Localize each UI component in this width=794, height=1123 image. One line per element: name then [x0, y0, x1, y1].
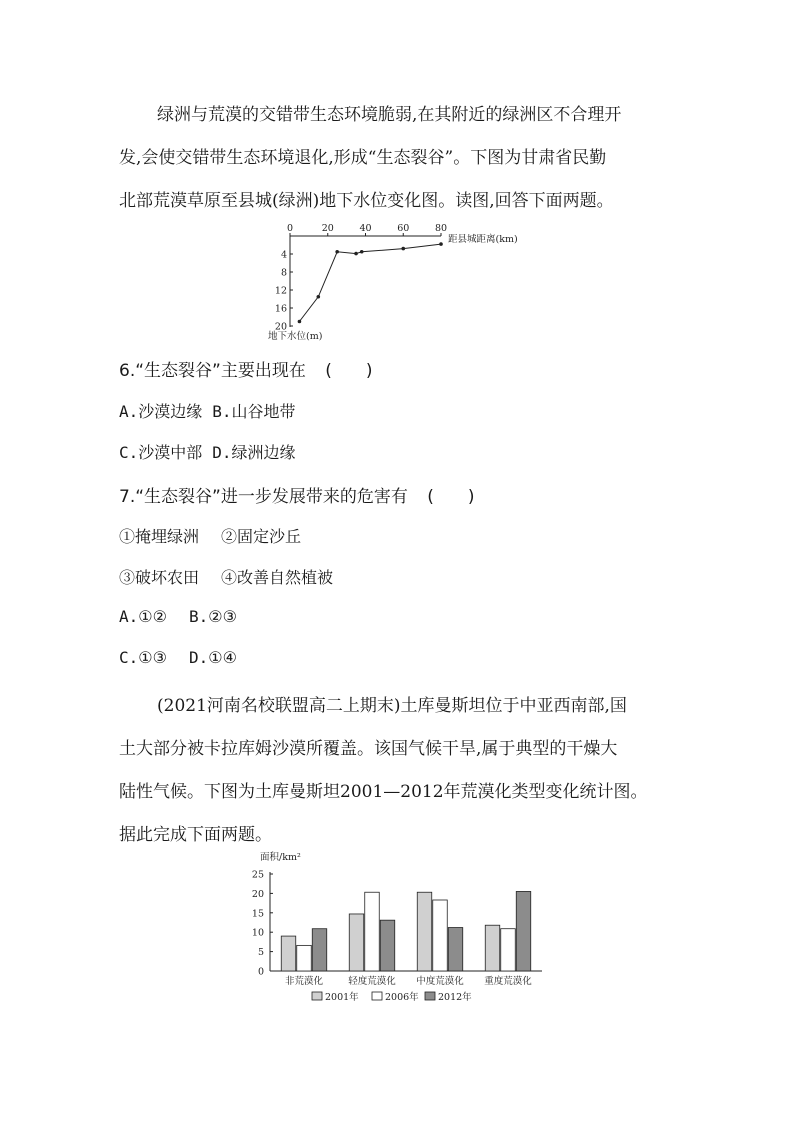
y-tick-label: 25 — [251, 869, 264, 881]
y-tick-label: 4 — [280, 249, 287, 261]
category-label: 非荒漠化 — [284, 976, 324, 987]
legend-label: 2006年 — [385, 992, 419, 1003]
bar-2-cat-4 — [501, 929, 516, 971]
desertification-bar-chart — [240, 848, 550, 1008]
question-7-items-row-2 — [119, 565, 333, 588]
data-point — [401, 247, 405, 251]
bar-2-cat-3 — [433, 900, 448, 971]
intro-paragraph-1 — [119, 94, 679, 223]
y-tick-label: 8 — [280, 267, 287, 279]
data-point — [335, 250, 339, 254]
x-tick-label: 20 — [321, 223, 334, 234]
intro-line: 陆性气候。下图为土库曼斯坦2001—2012年荒漠化类型变化统计图。 — [119, 782, 648, 802]
question-7-stem — [119, 482, 475, 507]
bar-1-cat-4 — [485, 925, 500, 971]
legend-swatch — [372, 992, 382, 1000]
bar-2-cat-1 — [297, 945, 312, 971]
y-tick-label: 12 — [274, 285, 287, 297]
question-6-stem — [119, 356, 373, 381]
item-1: ①掩埋绿洲 — [119, 527, 200, 546]
question-7-options-row-2 — [119, 648, 237, 667]
intro-paragraph-2 — [119, 685, 679, 857]
question-7-options-row-1 — [119, 607, 237, 626]
item-4: ④改善自然植被 — [221, 568, 334, 587]
option-c: C.沙漠中部 — [119, 443, 203, 462]
data-point — [298, 320, 302, 324]
data-point — [360, 250, 364, 254]
question-6-options-row-1 — [119, 399, 296, 422]
option-d: D.①④ — [188, 648, 237, 667]
data-point — [439, 242, 443, 246]
item-2: ②固定沙丘 — [221, 527, 302, 546]
x-axis-label: 距县城距离(km) — [448, 234, 518, 245]
option-b: B.②③ — [188, 607, 237, 626]
intro-line: 据此完成下面两题。 — [119, 825, 272, 845]
bar-2-cat-2 — [365, 892, 380, 971]
x-tick-label: 60 — [397, 223, 410, 234]
groundwater-series-line — [299, 244, 441, 321]
answer-bracket: ( ) — [427, 487, 475, 507]
item-3: ③破坏农田 — [119, 568, 200, 587]
y-tick-label: 20 — [274, 321, 287, 333]
question-6-text: 6.“生态裂谷”主要出现在 — [119, 361, 306, 381]
y-tick-label: 10 — [251, 927, 264, 939]
bar-1-cat-1 — [281, 936, 296, 971]
legend-swatch — [312, 992, 322, 1000]
intro-line: (2021河南名校联盟高二上期末)土库曼斯坦位于中亚西南部,国 — [157, 696, 627, 716]
category-label: 重度荒漠化 — [484, 976, 532, 987]
x-tick-label: 80 — [434, 223, 448, 234]
x-tick-label: 40 — [359, 223, 372, 234]
y-tick-label: 15 — [251, 908, 264, 920]
question-6-options-row-2 — [119, 440, 296, 463]
intro-line: 绿洲与荒漠的交错带生态环境脆弱,在其附近的绿洲区不合理开 — [157, 105, 622, 125]
option-a: A.①② — [119, 607, 167, 626]
groundwater-line-chart — [250, 222, 540, 346]
x-tick-label: 0 — [286, 223, 294, 234]
bar-1-cat-2 — [349, 914, 364, 971]
bar-3-cat-2 — [380, 920, 395, 971]
question-7-items-row-1 — [119, 524, 301, 547]
y-tick-label: 20 — [251, 888, 264, 900]
bar-3-cat-3 — [448, 928, 463, 971]
y-tick-label: 5 — [257, 947, 264, 959]
legend-label: 2001年 — [325, 992, 359, 1003]
legend-label: 2012年 — [438, 992, 472, 1003]
option-c: C.①③ — [119, 648, 167, 667]
answer-bracket: ( ) — [325, 361, 373, 381]
y-axis-label: 面积/km² — [260, 852, 301, 863]
intro-line: 北部荒漠草原至县城(绿洲)地下水位变化图。读图,回答下面两题。 — [119, 191, 614, 211]
legend-swatch — [425, 992, 435, 1000]
data-point — [317, 295, 321, 299]
intro-line: 土大部分被卡拉库姆沙漠所覆盖。该国气候干旱,属于典型的干燥大 — [119, 739, 618, 759]
data-point — [354, 252, 358, 256]
question-7-text: 7.“生态裂谷”进一步发展带来的危害有 — [119, 487, 408, 507]
option-b: B.山谷地带 — [212, 402, 296, 421]
bar-1-cat-3 — [417, 892, 432, 971]
y-axis-label: 地下水位(m) — [268, 331, 323, 342]
intro-line: 发,会使交错带生态环境退化,形成“生态裂谷”。下图为甘肃省民勤 — [119, 148, 607, 168]
option-a: A.沙漠边缘 — [119, 402, 203, 421]
y-tick-label: 0 — [257, 966, 264, 978]
bar-3-cat-1 — [312, 929, 327, 971]
y-tick-label: 16 — [274, 303, 287, 315]
option-d: D.绿洲边缘 — [212, 443, 296, 462]
category-label: 中度荒漠化 — [416, 976, 464, 987]
bar-3-cat-4 — [516, 891, 531, 971]
category-label: 轻度荒漠化 — [348, 976, 396, 987]
